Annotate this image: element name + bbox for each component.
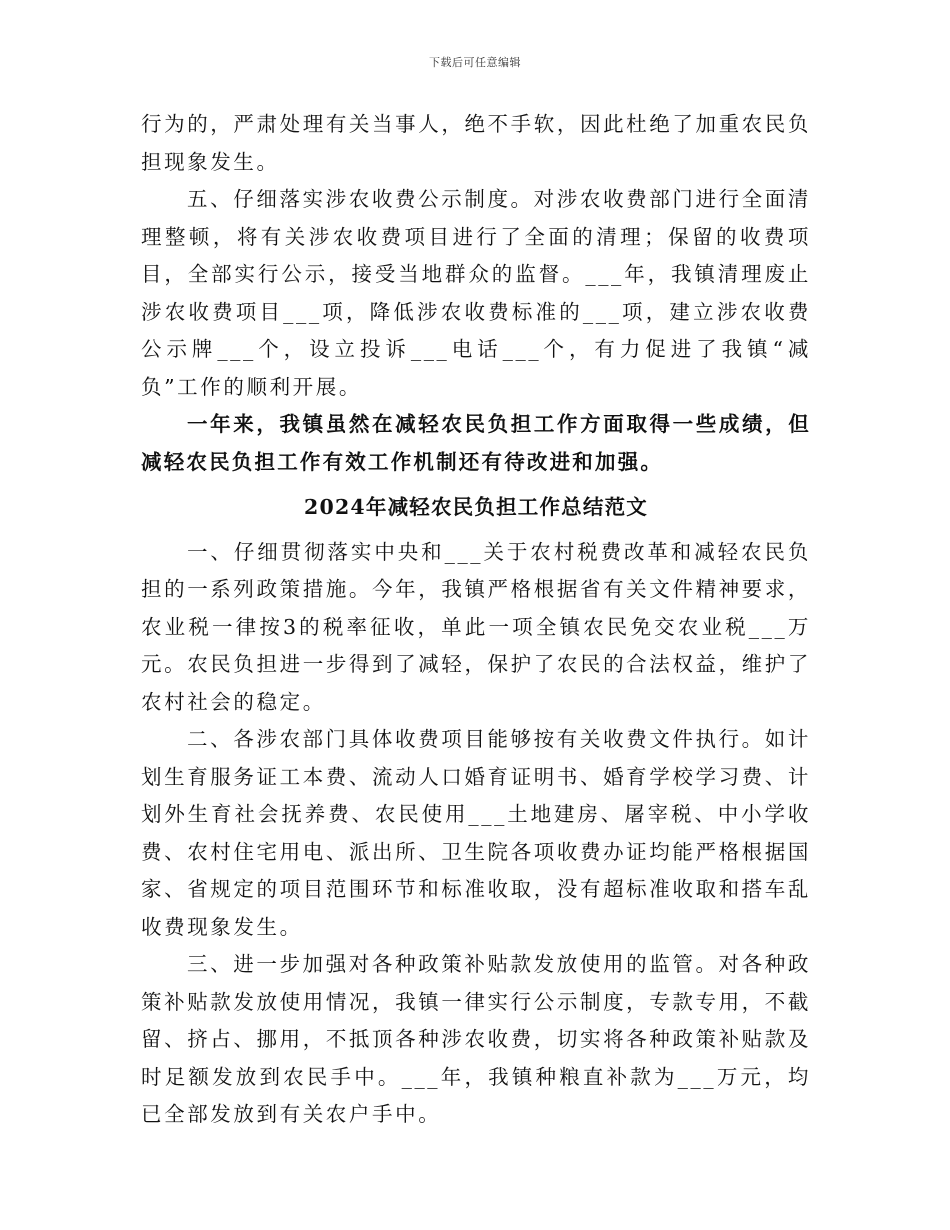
paragraph-item-five: 五、仔细落实涉农收费公示制度。对涉农收费部门进行全面清理整顿，将有关涉农收费项目进行了全面的清理；保留的收费项目，全部实行公示，接受当地群众的监督。___年，我镇清理废止涉农收费项目___项，降低涉农收费标准的___项，建立涉农收费公示牌___个，设立投诉___电话___个，有力促进了我镇“减负”工作的顺利开展。 bbox=[141, 187, 811, 399]
section-title: 2024年减轻农民负担工作总结范文 bbox=[304, 495, 648, 519]
paragraph-item-two: 二、各涉农部门具体收费项目能够按有关收费文件执行。如计划生育服务证工本费、流动人口婚育证明书、婚育学校学习费、计划外生育社会抚养费、农民使用___土地建房、屠宰税、中小学收费、农村住宅用电、派出所、卫生院各项收费办证均能严格根据国家、省规定的项目范围环节和标准收取，没有超标准收取和搭车乱收费现象发生。 bbox=[141, 727, 811, 939]
document-body bbox=[141, 106, 811, 1134]
paragraph-summary-bold: 一年来，我镇虽然在减轻农民负担工作方面取得一些成绩，但减轻农民负担工作有效工作机制还有待改进和加强。 bbox=[141, 412, 811, 474]
paragraph-item-three: 三、进一步加强对各种政策补贴款发放使用的监管。对各种政策补贴款发放使用情况，我镇一律实行公示制度，专款专用，不截留、挤占、挪用，不抵顶各种涉农收费，切实将各种政策补贴款及时足额发放到农民手中。___年，我镇种粮直补款为___万元，均已全部发放到有关农户手中。 bbox=[141, 952, 811, 1126]
header-note: 下载后可任意编辑 bbox=[429, 56, 521, 69]
paragraph-item-one: 一、仔细贯彻落实中央和___关于农村税费改革和减轻农民负担的一系列政策措施。今年，我镇严格根据省有关文件精神要求，农业税一律按3的税率征收，单此一项全镇农民免交农业税___万元。农民负担进一步得到了减轻，保护了农民的合法权益，维护了农村社会的稳定。 bbox=[141, 539, 811, 714]
paragraph-continuation: 行为的，严肃处理有关当事人，绝不手软，因此杜绝了加重农民负担现象发生。 bbox=[141, 112, 811, 174]
